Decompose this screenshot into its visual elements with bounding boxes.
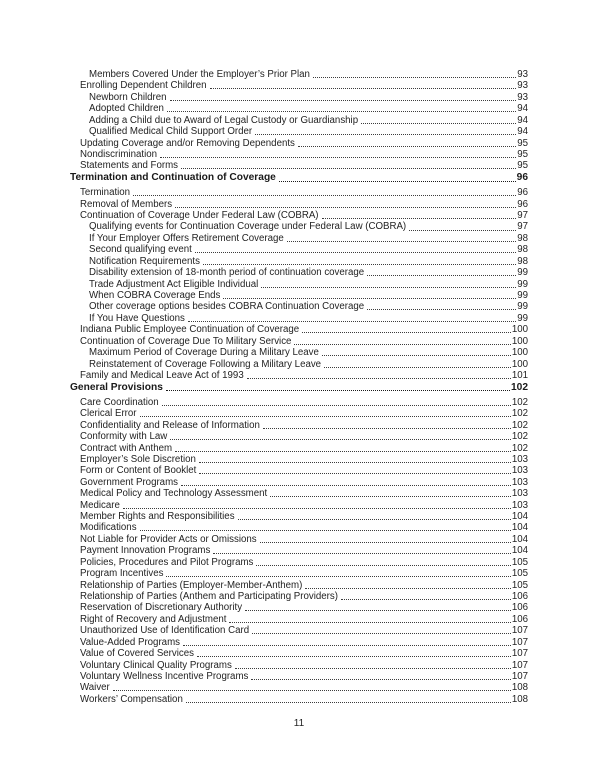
toc-entry-page: 107 — [511, 670, 528, 682]
toc-entry-label: Maximum Period of Coverage During a Military Leave — [89, 347, 319, 359]
toc-entry-label: When COBRA Coverage Ends — [89, 290, 221, 302]
toc-entry-page: 99 — [517, 278, 528, 290]
toc-entry-label: Relationship of Parties (Employer-Member-Anthem) — [80, 579, 303, 591]
toc-entry-label: If You Have Questions — [89, 312, 185, 324]
toc-entry — [70, 336, 528, 347]
dot-leader — [113, 682, 511, 691]
toc-entry-page: 100 — [511, 335, 528, 347]
toc-entry — [70, 233, 528, 244]
toc-entry-page: 94 — [517, 126, 528, 138]
toc-entry-label: Second qualifying event — [89, 244, 192, 256]
toc-entry-page: 103 — [511, 465, 528, 477]
dot-leader — [270, 488, 511, 497]
dot-leader — [341, 591, 511, 600]
toc-entry — [70, 210, 528, 221]
toc-entry-page: 100 — [511, 358, 528, 370]
toc-entry-page: 106 — [511, 590, 528, 602]
dot-leader — [170, 92, 517, 101]
dot-leader — [260, 534, 511, 543]
toc-entry-page: 106 — [511, 602, 528, 614]
toc-entry-page: 93 — [517, 80, 528, 92]
toc-entry-page: 102 — [511, 408, 528, 420]
toc-entry-label: Newborn Children — [89, 91, 167, 103]
dot-leader — [322, 210, 517, 219]
toc-entry-page: 98 — [517, 244, 528, 256]
toc-entry — [70, 267, 528, 278]
toc-entry-label: Members Covered Under the Employer’s Prior Plan — [89, 69, 310, 80]
toc-entry — [70, 614, 528, 625]
toc-entry-page: 98 — [517, 232, 528, 244]
dot-leader — [256, 557, 510, 566]
toc-entry-label: Enrolling Dependent Children — [80, 80, 207, 92]
dot-leader — [140, 522, 511, 531]
toc-entry-label: Value of Covered Services — [80, 648, 194, 660]
toc-entry-label: Removal of Members — [80, 198, 173, 210]
toc-entry-page: 97 — [517, 221, 528, 233]
toc-entry-page: 102 — [511, 431, 528, 443]
dot-leader — [229, 614, 510, 623]
toc-entry-label: Notification Requirements — [89, 255, 200, 267]
toc-entry-label: Modifications — [80, 522, 137, 534]
toc-entry — [70, 279, 528, 290]
toc-entry — [70, 545, 528, 556]
toc-entry-page: 93 — [517, 91, 528, 103]
toc-entry-label: Indiana Public Employee Continuation of Coverage — [80, 324, 300, 336]
toc-entry-label: Program Incentives — [80, 568, 164, 580]
toc-entry — [70, 138, 528, 149]
dot-leader — [255, 126, 516, 135]
dot-leader — [245, 602, 511, 611]
toc-entry-page: 101 — [511, 369, 528, 381]
toc-entry — [70, 694, 528, 705]
dot-leader — [183, 637, 511, 646]
dot-leader — [210, 80, 517, 89]
dot-leader — [305, 580, 510, 589]
toc-entry — [70, 454, 528, 465]
toc-entry-label: Waiver — [80, 682, 110, 694]
toc-entry-page: 105 — [511, 556, 528, 568]
dot-leader — [160, 149, 516, 158]
toc-entry-page: 100 — [511, 347, 528, 359]
toc-entry-page: 96 — [517, 198, 528, 210]
toc-entry-page: 107 — [511, 625, 528, 637]
toc-entry-page: 104 — [511, 533, 528, 545]
toc-entry — [70, 115, 528, 126]
toc-entry-label: Family and Medical Leave Act of 1993 — [80, 369, 244, 381]
toc-entry-page: 94 — [517, 103, 528, 115]
dot-leader — [287, 233, 516, 242]
toc-entry — [70, 80, 528, 91]
toc-entry — [70, 568, 528, 579]
toc-entry-page: 107 — [511, 648, 528, 660]
toc-entry-label: Relationship of Parties (Anthem and Participating Providers) — [80, 590, 338, 602]
toc-entry — [70, 477, 528, 488]
toc-entry-page: 99 — [517, 290, 528, 302]
toc-entry — [70, 420, 528, 431]
dot-leader — [238, 511, 511, 520]
dot-leader — [186, 694, 511, 703]
toc-entry-page: 107 — [511, 636, 528, 648]
toc-entry-page: 108 — [511, 693, 528, 705]
toc-entry — [70, 313, 528, 324]
toc-entry-page: 98 — [517, 255, 528, 267]
toc-entry-page: 93 — [517, 69, 528, 80]
dot-leader — [195, 244, 516, 253]
dot-leader — [247, 370, 511, 379]
toc-entry-page: 99 — [517, 312, 528, 324]
toc-entry-label: Employer’s Sole Discretion — [80, 453, 196, 465]
toc-entry — [70, 580, 528, 591]
toc-entry-label: Form or Content of Booklet — [80, 465, 197, 477]
dot-leader — [123, 500, 511, 509]
toc-entry-label: Contract with Anthem — [80, 442, 173, 454]
toc-entry — [70, 625, 528, 636]
dot-leader — [367, 301, 516, 310]
toc-entry-page: 97 — [517, 210, 528, 222]
dot-leader — [235, 660, 511, 669]
dot-leader — [367, 267, 516, 276]
toc-entry-page: 106 — [511, 613, 528, 625]
dot-leader — [162, 397, 511, 406]
toc-entry-label: Qualified Medical Child Support Order — [89, 126, 253, 138]
dot-leader — [181, 160, 516, 169]
toc-entry — [70, 465, 528, 476]
toc-entry-label: If Your Employer Offers Retirement Coverage — [89, 232, 284, 244]
page-number: 11 — [293, 718, 305, 729]
toc-entry-page: 94 — [517, 114, 528, 126]
dot-leader — [175, 199, 516, 208]
toc-entry — [70, 397, 528, 408]
toc-entry-page: 96 — [517, 187, 528, 199]
toc-entry-label: Disability extension of 18-month period of continuation coverage — [89, 267, 365, 279]
toc-entry — [70, 682, 528, 693]
dot-leader — [322, 347, 511, 356]
toc-entry-label: General Provisions — [70, 381, 163, 393]
toc-entry-page: 96 — [516, 172, 528, 184]
toc-entry — [70, 359, 528, 370]
toc-entry-page: 100 — [511, 324, 528, 336]
toc-entry-label: Not Liable for Provider Acts or Omissions — [80, 533, 257, 545]
toc-entry — [70, 347, 528, 358]
dot-leader — [324, 359, 511, 368]
toc-entry-page: 95 — [517, 137, 528, 149]
toc-list — [70, 69, 528, 705]
toc-entry-label: Medical Policy and Technology Assessment — [80, 488, 268, 500]
toc-entry — [70, 290, 528, 301]
toc-entry — [70, 591, 528, 602]
toc-entry-label: Member Rights and Responsibilities — [80, 511, 235, 523]
dot-leader — [166, 382, 510, 391]
toc-entry-label: Payment Innovation Programs — [80, 545, 211, 557]
toc-entry — [70, 671, 528, 682]
toc-entry — [70, 69, 528, 80]
toc-entry-page: 99 — [517, 267, 528, 279]
dot-leader — [302, 324, 511, 333]
dot-leader — [279, 172, 516, 181]
toc-entry-page: 105 — [511, 579, 528, 591]
toc-entry-label: Unauthorized Use of Identification Card — [80, 625, 250, 637]
toc-entry-page: 104 — [511, 545, 528, 557]
dot-leader — [298, 138, 516, 147]
toc-entry-label: Termination and Continuation of Coverage — [70, 172, 276, 184]
toc-entry — [70, 256, 528, 267]
toc-entry-label: Confidentiality and Release of Information — [80, 419, 260, 431]
toc-entry-label: Other coverage options besides COBRA Continuation Coverage — [89, 301, 365, 313]
dot-leader — [170, 431, 511, 440]
toc-entry-label: Continuation of Coverage Under Federal Law (COBRA) — [80, 210, 319, 222]
toc-entry-label: Right of Recovery and Adjustment — [80, 613, 227, 625]
toc-entry-page: 95 — [517, 148, 528, 160]
dot-leader — [223, 290, 516, 299]
toc-entry — [70, 199, 528, 210]
toc-entry-page: 103 — [511, 476, 528, 488]
toc-entry-label: Voluntary Wellness Incentive Programs — [80, 670, 249, 682]
toc-entry — [70, 408, 528, 419]
toc-entry — [70, 103, 528, 114]
toc-entry — [70, 244, 528, 255]
dot-leader — [409, 221, 516, 230]
dot-leader — [203, 256, 516, 265]
dot-leader — [261, 279, 516, 288]
toc-entry — [70, 443, 528, 454]
toc-entry — [70, 500, 528, 511]
toc-entry — [70, 488, 528, 499]
toc-entry — [70, 602, 528, 613]
dot-leader — [199, 454, 511, 463]
toc-entry-page: 102 — [511, 381, 528, 393]
toc-entry-page: 102 — [511, 396, 528, 408]
toc-entry-page: 103 — [511, 499, 528, 511]
toc-entry — [70, 324, 528, 335]
toc-entry-label: Care Coordination — [80, 396, 159, 408]
dot-leader — [133, 187, 516, 196]
dot-leader — [263, 420, 511, 429]
dot-leader — [294, 336, 510, 345]
toc-entry — [70, 301, 528, 312]
toc-entry-label: Reservation of Discretionary Authority — [80, 602, 243, 614]
toc-entry-page: 104 — [511, 511, 528, 523]
toc-entry — [70, 534, 528, 545]
dot-leader — [361, 115, 516, 124]
toc-entry-page: 107 — [511, 659, 528, 671]
toc-entry — [70, 637, 528, 648]
dot-leader — [166, 568, 510, 577]
toc-entry — [70, 431, 528, 442]
toc-entry — [70, 221, 528, 232]
toc-entry-page: 104 — [511, 522, 528, 534]
dot-leader — [197, 648, 511, 657]
toc-entry-label: Continuation of Coverage Due To Military Service — [80, 335, 292, 347]
toc-entry-label: Workers’ Compensation — [80, 693, 183, 705]
toc-entry-label: Conformity with Law — [80, 431, 168, 443]
toc-entry-label: Trade Adjustment Act Eligible Individual — [89, 278, 259, 290]
dot-leader — [213, 545, 511, 554]
toc-entry — [70, 370, 528, 381]
toc-entry-page: 102 — [511, 419, 528, 431]
toc-entry-label: Government Programs — [80, 476, 178, 488]
toc-entry — [70, 648, 528, 659]
toc-entry-label: Statements and Forms — [80, 160, 178, 172]
toc-section-heading — [70, 382, 528, 393]
toc-entry-page: 105 — [511, 568, 528, 580]
toc-entry-label: Adopted Children — [89, 103, 164, 115]
toc-entry-label: Qualifying events for Continuation Coverage under Federal Law (COBRA) — [89, 221, 407, 233]
dot-leader — [313, 69, 516, 78]
toc-entry-page: 103 — [511, 453, 528, 465]
dot-leader — [251, 671, 510, 680]
toc-section-heading — [70, 172, 528, 183]
dot-leader — [199, 465, 511, 474]
toc-entry-label: Adding a Child due to Award of Legal Custody or Guardianship — [89, 114, 359, 126]
toc-entry-label: Value-Added Programs — [80, 636, 180, 648]
dot-leader — [167, 103, 516, 112]
toc-entry-label: Policies, Procedures and Pilot Programs — [80, 556, 254, 568]
toc-entry-label: Updating Coverage and/or Removing Dependents — [80, 137, 295, 149]
toc-entry-label: Nondiscrimination — [80, 148, 157, 160]
toc-entry-label: Clerical Error — [80, 408, 137, 420]
toc-entry — [70, 160, 528, 171]
toc-entry — [70, 557, 528, 568]
toc-entry — [70, 92, 528, 103]
dot-leader — [140, 408, 511, 417]
toc-entry — [70, 522, 528, 533]
toc-entry-label: Voluntary Clinical Quality Programs — [80, 659, 232, 671]
toc-entry-page: 99 — [517, 301, 528, 313]
toc-entry — [70, 187, 528, 198]
toc-entry — [70, 126, 528, 137]
toc-entry-page: 108 — [511, 682, 528, 694]
dot-leader — [175, 443, 511, 452]
toc-entry-page: 95 — [517, 160, 528, 172]
toc-entry — [70, 149, 528, 160]
toc-entry-page: 102 — [511, 442, 528, 454]
toc-entry-label: Termination — [80, 187, 131, 199]
toc-entry-label: Reinstatement of Coverage Following a Military Leave — [89, 358, 322, 370]
dot-leader — [252, 625, 511, 634]
dot-leader — [188, 313, 516, 322]
dot-leader — [181, 477, 511, 486]
toc-entry — [70, 511, 528, 522]
toc-entry-page: 103 — [511, 488, 528, 500]
toc-entry — [70, 660, 528, 671]
toc-entry-label: Medicare — [80, 499, 120, 511]
